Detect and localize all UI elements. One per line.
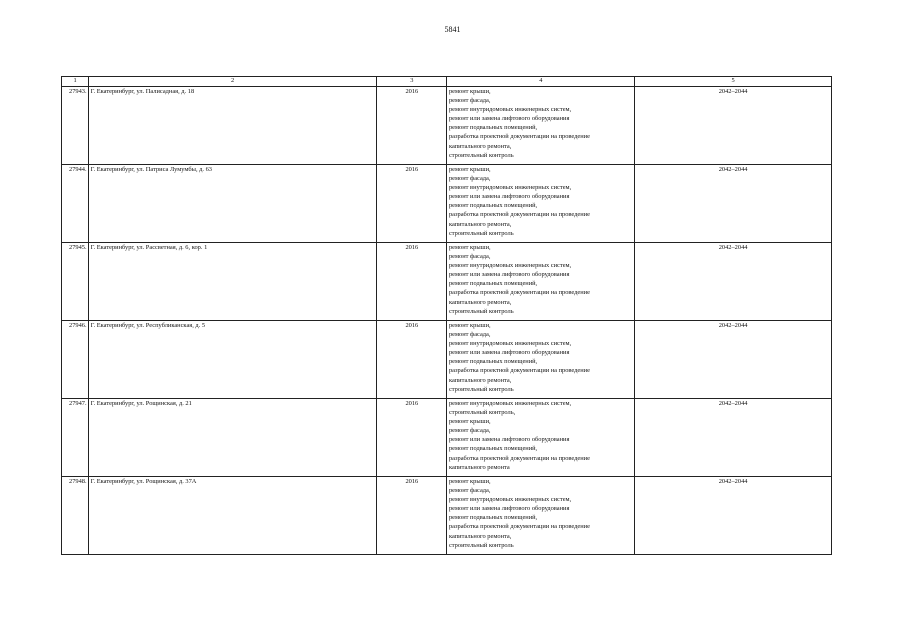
year-cell: 2016 [377,165,447,243]
table-row [62,477,832,555]
row-number-cell: 27948. [62,477,89,555]
work-item: разработка проектной документации на проведение [448,523,590,531]
work-item: ремонт фасада, [448,175,491,183]
column-header-2: 2 [89,77,377,87]
table-row [62,87,832,165]
period-cell: 2042–2044 [635,165,832,243]
column-header-5: 5 [635,77,832,87]
table-row [62,165,832,243]
table-row [62,399,832,477]
work-item: строительный контроль [448,385,514,393]
work-item: ремонт или замена лифтового оборудования [448,505,570,513]
period-cell: 2042–2044 [635,321,832,399]
column-header-4: 4 [447,77,635,87]
period-cell: 2042–2044 [635,243,832,321]
column-header-3: 3 [377,77,447,87]
work-item: капитального ремонта, [448,220,512,228]
work-item: ремонт или замена лифтового оборудования [448,271,570,279]
work-item: ремонт подвальных помещений, [448,358,538,366]
work-item: строительный контроль, [448,409,516,417]
year-cell: 2016 [377,87,447,165]
address-cell: Г. Екатеринбург, ул. Рощинская, д. 37А [89,477,377,555]
period-cell: 2042–2044 [635,87,832,165]
work-item: ремонт крыши, [448,88,491,95]
year-cell: 2016 [377,399,447,477]
work-item: ремонт фасада, [448,331,491,339]
work-item: ремонт подвальных помещений, [448,202,538,210]
table-row [62,321,832,399]
work-item: капитального ремонта, [448,298,512,306]
work-item: строительный контроль [448,151,514,159]
work-item: строительный контроль [448,307,514,315]
year-cell: 2016 [377,321,447,399]
table-row [62,243,832,321]
work-item: ремонт или замена лифтового оборудования [448,436,570,444]
work-item: ремонт внутридомовых инженерных систем, [448,340,572,348]
period-cell: 2042–2044 [635,399,832,477]
row-number-cell: 27946. [62,321,89,399]
work-item: разработка проектной документации на проведение [448,211,590,219]
work-item: ремонт фасада, [448,253,491,261]
work-item: строительный контроль [448,541,514,549]
work-item: ремонт фасада, [448,427,491,435]
header-row [62,77,832,87]
page-number: 5841 [444,25,461,34]
work-item: ремонт подвальных помещений, [448,280,538,288]
work-item: ремонт или замена лифтового оборудования [448,349,570,357]
registry-table [61,76,832,555]
work-item: разработка проектной документации на проведение [448,367,590,375]
work-item: ремонт крыши, [448,166,491,173]
work-item: ремонт внутридомовых инженерных систем, [448,106,572,114]
address-cell: Г. Екатеринбург, ул. Республиканская, д. 5 [89,321,377,399]
work-item: ремонт крыши, [448,418,491,426]
row-number-cell: 27945. [62,243,89,321]
works-cell [447,321,635,399]
work-item: ремонт крыши, [448,244,491,251]
work-item: разработка проектной документации на проведение [448,133,590,141]
work-item: ремонт фасада, [448,97,491,105]
work-item: капитального ремонта, [448,376,512,384]
work-item: ремонт крыши, [448,322,491,329]
work-item: ремонт подвальных помещений, [448,514,538,522]
address-cell: Г. Екатеринбург, ул. Палисадная, д. 18 [89,87,377,165]
works-cell [447,87,635,165]
work-item: ремонт внутридомовых инженерных систем, [448,400,572,407]
work-item: ремонт крыши, [448,478,491,485]
row-number-cell: 27944. [62,165,89,243]
period-cell: 2042–2044 [635,477,832,555]
work-item: ремонт или замена лифтового оборудования [448,193,570,201]
work-item: ремонт подвальных помещений, [448,124,538,132]
row-number-cell: 27943. [62,87,89,165]
works-cell [447,399,635,477]
year-cell: 2016 [377,243,447,321]
work-item: разработка проектной документации на проведение [448,454,590,462]
year-cell: 2016 [377,477,447,555]
work-item: разработка проектной документации на проведение [448,289,590,297]
work-item: капитального ремонта [448,463,510,471]
works-cell [447,477,635,555]
work-item: ремонт фасада, [448,487,491,495]
work-item: капитального ремонта, [448,532,512,540]
address-cell: Г. Екатеринбург, ул. Патриса Лумумбы, д. 63 [89,165,377,243]
works-cell [447,165,635,243]
work-item: ремонт внутридомовых инженерных систем, [448,184,572,192]
table-body [62,87,832,555]
work-item: ремонт подвальных помещений, [448,445,538,453]
address-cell: Г. Екатеринбург, ул. Рассветная, д. 6, кор. 1 [89,243,377,321]
work-item: ремонт внутридомовых инженерных систем, [448,262,572,270]
work-item: ремонт внутридомовых инженерных систем, [448,496,572,504]
address-cell: Г. Екатеринбург, ул. Рощинская, д. 21 [89,399,377,477]
works-cell [447,243,635,321]
row-number-cell: 27947. [62,399,89,477]
work-item: капитального ремонта, [448,142,512,150]
work-item: ремонт или замена лифтового оборудования [448,115,570,123]
work-item: строительный контроль [448,229,514,237]
column-header-1: 1 [62,77,89,87]
